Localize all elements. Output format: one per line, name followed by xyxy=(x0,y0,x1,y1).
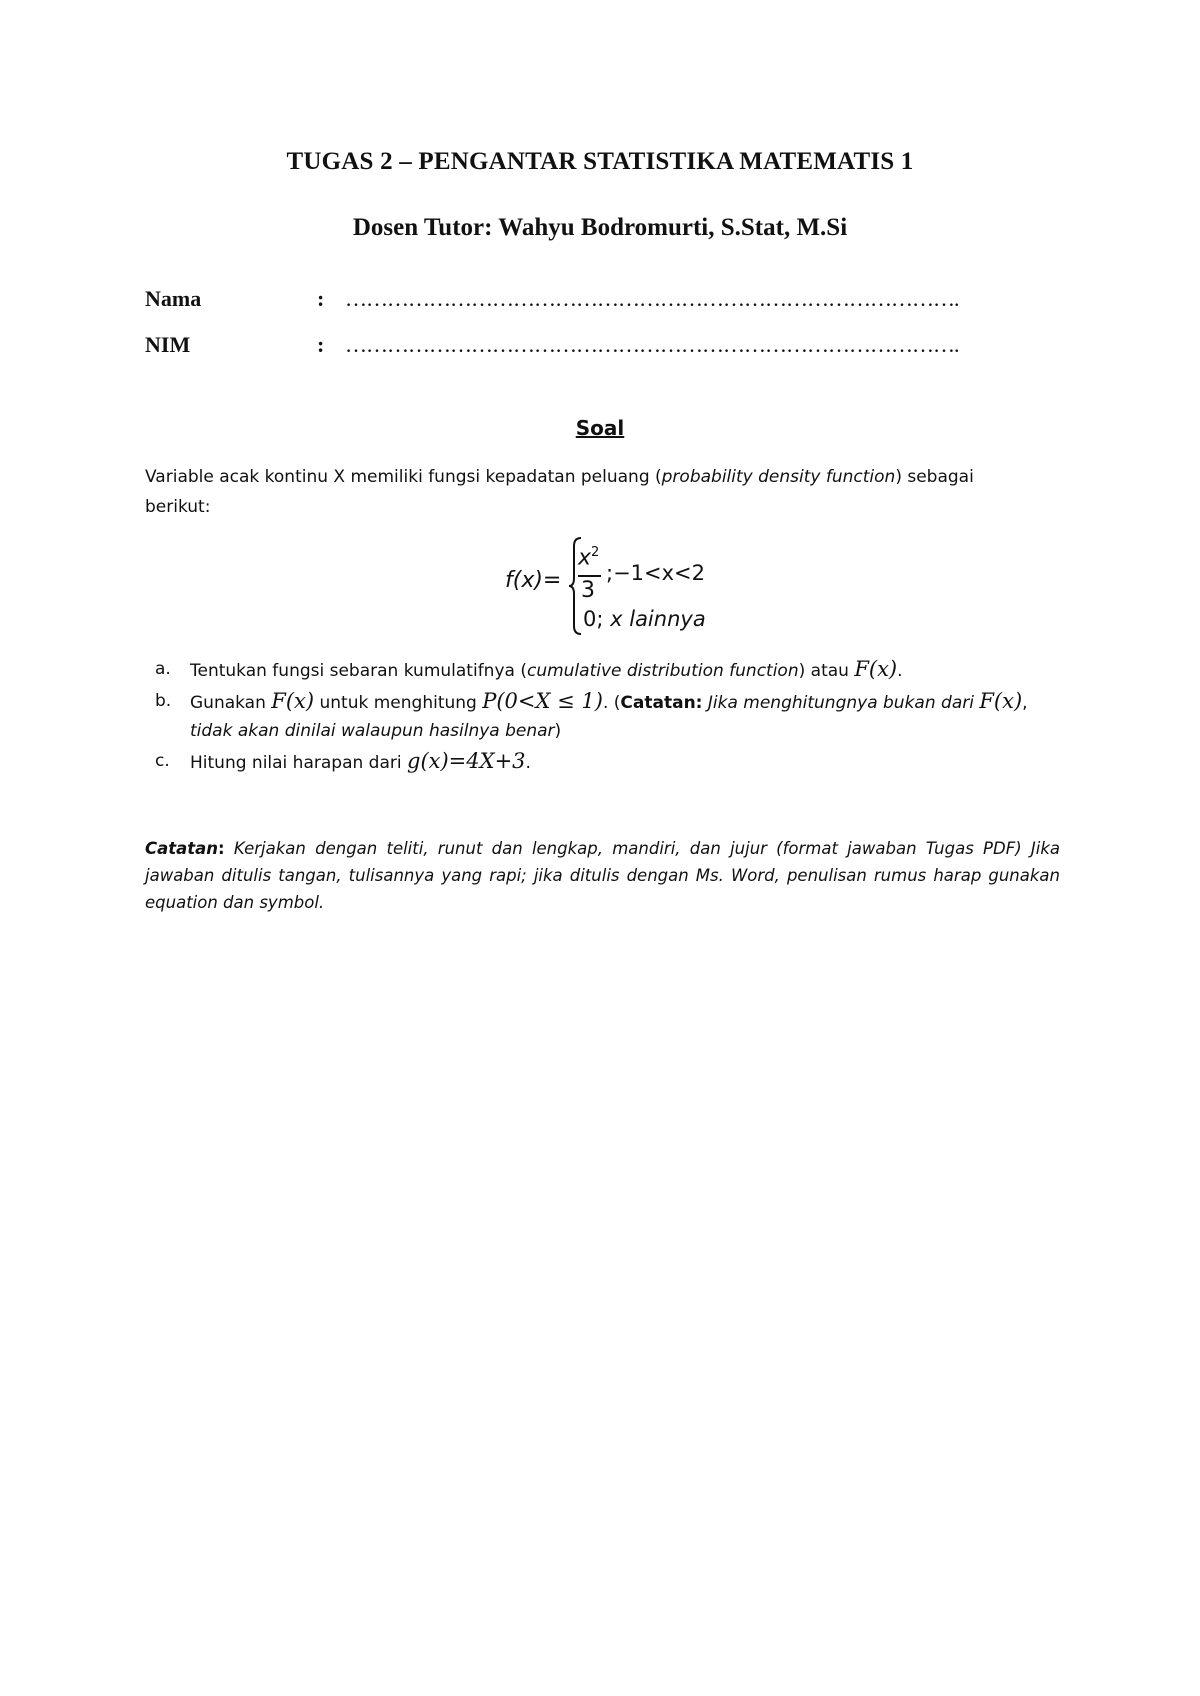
question-c-math: g(x)=4X+3 xyxy=(407,749,526,773)
case2-value: 0; xyxy=(583,607,611,631)
fraction-numerator: $x^2$ xyxy=(578,545,600,571)
fraction-bar xyxy=(578,575,601,577)
name-label: Nama xyxy=(145,286,202,311)
question-b-math-2: P(0<X ≤ 1) xyxy=(482,689,603,713)
problem-intro xyxy=(145,462,1060,522)
question-b-marker: b. xyxy=(155,691,172,711)
nim-colon: : xyxy=(317,332,325,357)
question-b-line-2: tidak akan dinilai walaupun hasilnya benar) xyxy=(190,721,562,741)
question-c-marker: c. xyxy=(155,751,170,771)
intro-italic: probability density function xyxy=(661,467,896,487)
intro-text-1: Variable acak kontinu X memiliki fungsi kepadatan peluang ( xyxy=(145,467,662,487)
nim-blank: ……………………………………………………………………………. xyxy=(345,332,959,357)
fraction-denominator: 3 xyxy=(581,578,595,603)
question-b-math-1: F(x) xyxy=(271,689,315,713)
case2 xyxy=(583,607,706,631)
intro-text-2: ) sebagai xyxy=(895,467,974,487)
soal-heading: Soal xyxy=(575,416,625,440)
note-colon: : xyxy=(218,839,225,858)
question-a-marker: a. xyxy=(155,659,171,679)
tutor-line: Dosen Tutor: Wahyu Bodromurti, S.Stat, M.Si xyxy=(352,214,848,241)
question-a-italic: cumulative distribution function xyxy=(526,661,799,681)
case2-condition: x lainnya xyxy=(610,607,706,631)
general-note xyxy=(145,835,1060,916)
nim-label: NIM xyxy=(145,332,191,357)
exponent: 2 xyxy=(591,545,600,560)
intro-line-1 xyxy=(145,462,1060,492)
question-b-note-italic: Jika menghitungnya bukan dari xyxy=(702,693,980,713)
question-b-text: Gunakan F(x) untuk menghitung P(0<X ≤ 1). (Catatan: Jika menghitungnya bukan dari F(x), xyxy=(190,689,1028,713)
name-blank: ……………………………………………………………………………. xyxy=(345,286,959,311)
note-label: Catatan xyxy=(145,839,219,858)
question-b-math-3: F(x) xyxy=(979,689,1023,713)
question-a-math: F(x) xyxy=(854,657,898,681)
name-colon: : xyxy=(317,286,325,311)
left-brace-icon xyxy=(568,536,584,636)
assignment-title: TUGAS 2 – PENGANTAR STATISTIKA MATEMATIS 1 xyxy=(286,148,914,175)
case1-condition: ;−1<x<2 xyxy=(606,561,706,585)
note-text: Kerjakan dengan teliti, runut dan lengkap, mandiri, dan jujur (format jawaban Tugas PDF) Jika jawaban ditulis tangan, tulisannya yang rapi; jika ditulis dengan Ms. Word, penulisan rumus harap gunakan equation dan symbol. xyxy=(145,839,1060,912)
question-c-text: Hitung nilai harapan dari g(x)=4X+3. xyxy=(190,749,531,773)
question-a-text: Tentukan fungsi sebaran kumulatifnya (cumulative distribution function) atau F(x). xyxy=(190,657,903,681)
formula-lhs: f(x)= xyxy=(505,568,562,593)
question-b-note-label: Catatan: xyxy=(620,693,703,713)
intro-line-2: berikut: xyxy=(145,497,211,517)
